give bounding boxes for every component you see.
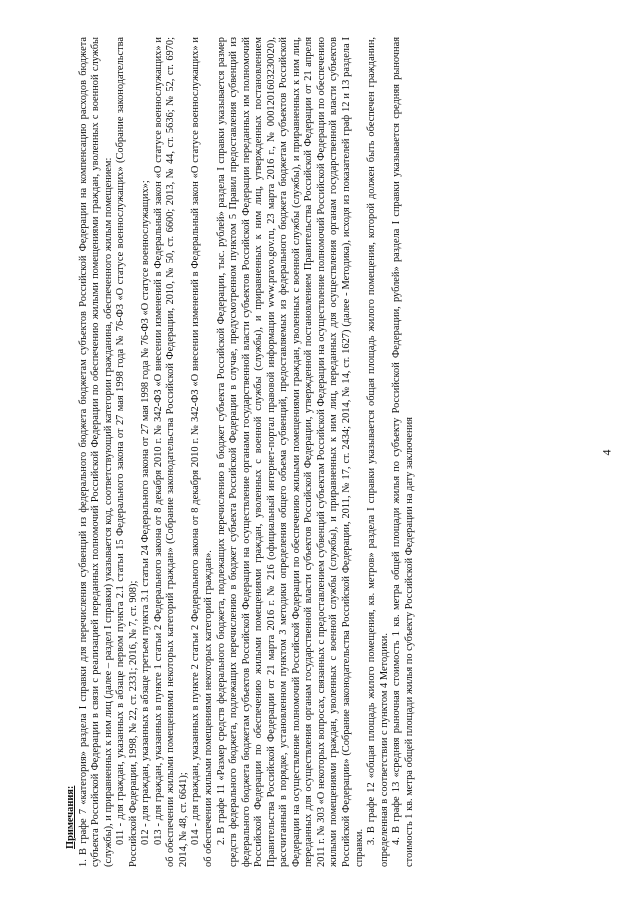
code-011-paragraph: 011 - для граждан, указанных в абзаце первом пункта 2.1 статьи 15 Федерального закона от 27 мая 1998 года № 76-ФЗ «О статусе военнослужащих» (Собрание законодательства Российской Федерации, 1998, № 22, ст. 2331; 2016, № 7, ст. 908); <box>115 37 139 867</box>
notes-body <box>65 37 416 867</box>
note-4-column-13: 4. В графе 13 «средняя рыночная стоимость 1 кв. метра общей площади жилья по субъекту Российской Федерации, рублей» раздела I справки указывается средняя рыночная стоимость 1 кв. метра общей площади жилья по субъекту Российской Федерации на дату заключения <box>391 37 415 867</box>
code-012-paragraph: 012 - для граждан, указанных в абзаце третьем пункта 3.1 статьи 24 Федерального закона от 27 мая 1998 года № 76-ФЗ «О статусе военнослужащих»; <box>140 180 152 845</box>
code-013-paragraph: 013 - для граждан, указанных в пункте 1 статьи 2 Федерального закона от 8 декабря 2010 г. № 342-ФЗ «О внесении изменений в Федеральный закон «О статусе военнослужащих» и об обеспечении жилыми помещениями некоторых категорий граждан» (Собрание законодательства Российской Федерации, 2010, № 50, ст. 6600; 2013, № 44, ст. 5636; № 52, ст. 6970; 2014, № 48, ст. 6641); <box>152 37 189 867</box>
page-number: 4 <box>599 449 614 456</box>
note-3-column-12: 3. В графе 12 «общая площадь жилого помещения, кв. метров» раздела I справки указывается общая площадь жилого помещения, которой должен быть обеспечен гражданин, определенная в соответствии с пунктом 4 Методики. <box>366 37 390 867</box>
notes-heading: Примечания: <box>65 785 76 849</box>
note-2-column-11: 2. В графе 11 «Размер средств федерального бюджета, подлежащих перечислению в бюджет субъекта Российской Федерации, тыс. рублей» раздела I справки указывается размер средств федерального бюджета, подлежащих перечислению в бюджет субъекта Российской Федерации в случае, предусмотренном пунктом 5 Правил предоставления субвенций из федерального бюджета бюджетам субъектов Российской Федерации на осуществление органами государственной власти субъектов Российской Федерации переданных им полномочий Российской Федерации по обеспечению жилыми помещениями граждан, уволенных с военной службы (службы), и приравненных к ним лиц, утвержденных постановлением Правительства Российской Федерации от 21 марта 2016 г. № 216 (официальный интернет-портал правовой информации www.pravo.gov.ru, 23 марта 2016 г., № 0001201603230020), рассчитанный в порядке, установленном пунктом 3 методики определения общего объема субвенций, предоставляемых из федерального бюджета бюджетам субъектов Российской Федерации на осуществление полномочий Российской Федерации по обеспечению жилыми помещениями граждан, уволенных с военной службы (службы), и приравненных к ним лиц, переданных для осуществления органам государственной власти субъектов Российской Федерации, утвержденной постановлением Правительства Российской Федерации от 21 апреля 2011 г. № 303 «О некоторых вопросах, связанных с предоставлением субвенций субъектам Российской Федерации на осуществление полномочий Российской Федерации по обеспечению жилыми помещениями граждан, уволенных с военной службы (службы), и приравненных к ним лиц, переданных для осуществления органам государственной власти субъектов Российской Федерации» (Собрание законодательства Российской Федерации, 2011, № 17, ст. 2434; 2014, № 14, ст. 1627) (далее - Методика), исходя из показателей граф 12 и 13 раздела I справки. <box>215 37 365 867</box>
code-014-paragraph: 014 - для граждан, указанных в пункте 2 статьи 2 Федерального закона от 8 декабря 2010 г. № 342-ФЗ «О внесении изменений в Федеральный закон «О статусе военнослужащих» и об обеспечении жилыми помещениями некоторых категорий граждан». <box>190 37 215 867</box>
rotated-content <box>65 37 625 867</box>
note-1-category-column: 1. В графе 7 «категория» раздела I справки для перечисления субвенций из федерального бюджета бюджетам субъектов Российской Федерации на компенсацию расходов бюджета субъекта Российской Федерации в связи с реализацией переданных полномочий Российской Федерации по обеспечению жилыми помещениями граждан, уволенных с военной службы (службы), и приравненных к ним лиц (далее – раздел I справки) указывается код, соответствующий категории гражданина, обеспеченного жилым помещением: <box>77 37 114 867</box>
